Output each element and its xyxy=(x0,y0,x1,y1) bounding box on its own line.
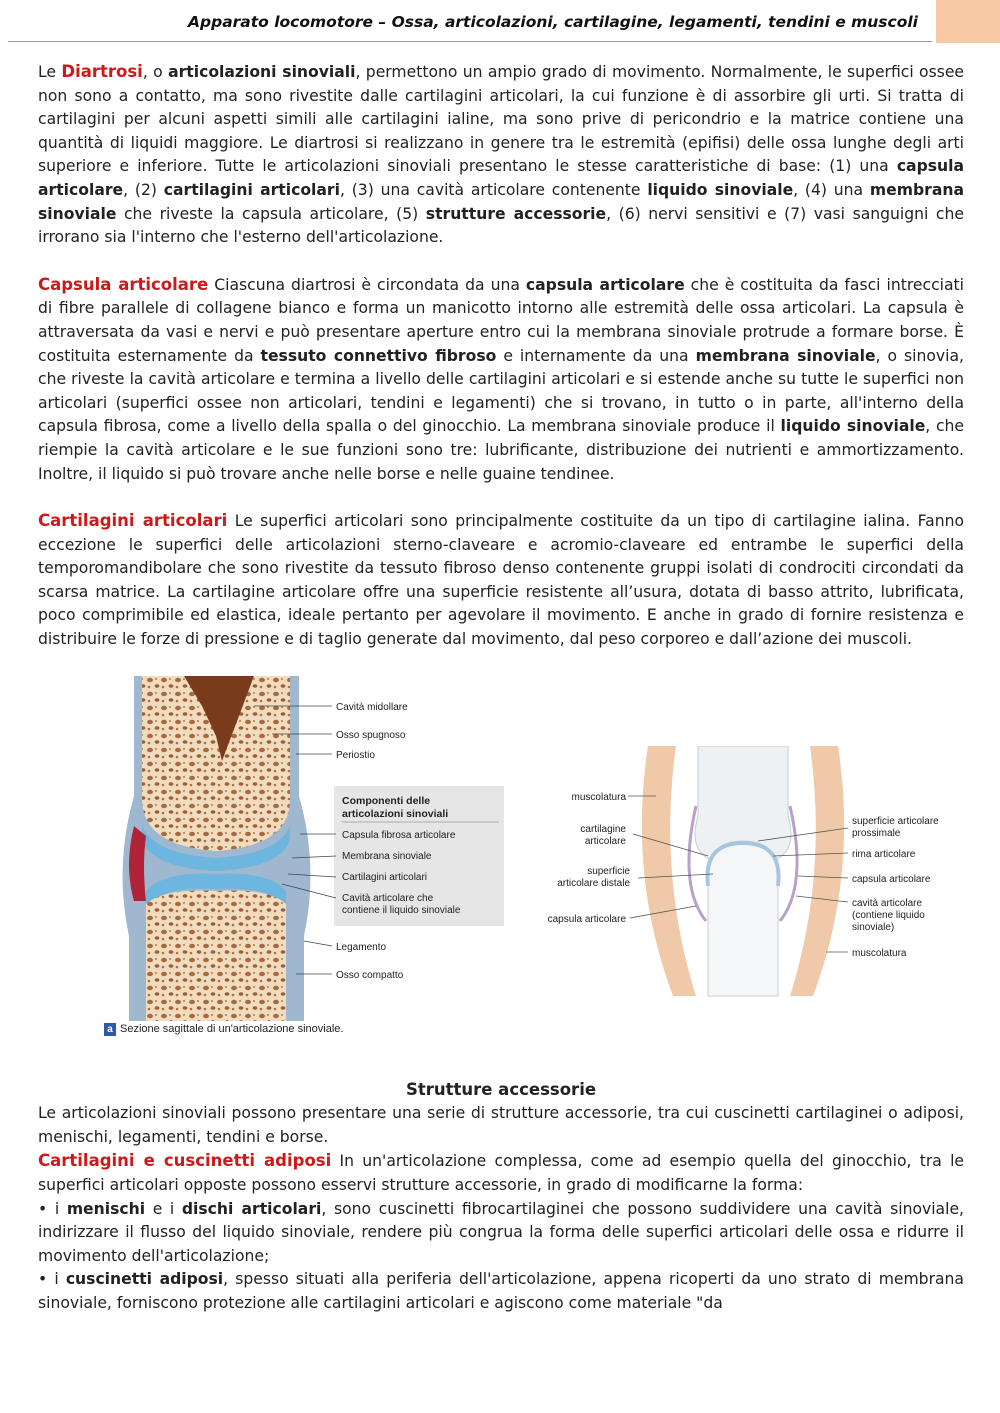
bold-term: dischi articolari xyxy=(181,1199,322,1218)
intro-paragraph xyxy=(38,60,964,250)
lower-bone-shape xyxy=(707,841,778,996)
bold-term: membrana sinoviale xyxy=(695,346,876,365)
figures-area xyxy=(38,668,964,1070)
text: , (6) nervi sensitivi e (7) vasi sanguigni che irrorano sia l'interno che l'esterno dell'articolazione. xyxy=(38,204,964,247)
label-legamento: Legamento xyxy=(336,941,387,953)
joint-schematic-figure xyxy=(508,746,968,1006)
label-muscolatura: muscolatura xyxy=(852,947,907,959)
components-box-title: Componenti delle xyxy=(342,794,431,807)
heading-cartilagini-articolari: Cartilagini articolari xyxy=(38,511,228,531)
text: Ciascuna diartrosi è circondata da una xyxy=(208,275,526,294)
bold-term: capsula articolare xyxy=(525,275,685,294)
text: Le superfici articolari sono principalmente costituite da un tipo di cartilagine ialina. Fanno eccezione le superfici delle articolazioni sterno-claveare e acromio-claveare ed entrambe le superfici della temporomandibolare che sono rivestite da tessuto fibroso denso contenente gruppi isolati di condrociti circondati da scarsa matrice. La cartilagine articolare offre una superficie resistente all’usura, dotata di basso attrito, lubrificata, poco comprimibile ed elastica, ideale pertanto per agevolare il movimento. E anche in grado di fornire resistenza e distribuire le forze di pressione e di taglio generate dal movimento, dal peso corporeo e dall’azione dei muscoli. xyxy=(38,512,965,649)
cuscinetti-paragraph xyxy=(38,1149,964,1197)
list-item xyxy=(38,1198,964,1269)
label-cavita-articolare: cavità articolare xyxy=(852,897,923,909)
term-diartrosi: Diartrosi xyxy=(61,62,143,81)
text: , sono cuscinetti fibrocartilaginei che possono suddividere una cavità sinoviale, indirizzare il flusso del liquido sinoviale, rendere più congrua la forma delle superfici articolari delle ossa e ridurre il movimento dell'articolazione; xyxy=(38,1199,964,1265)
figure-caption xyxy=(104,1018,343,1042)
label-cavita-articolare: (contiene liquido xyxy=(852,909,925,921)
page-header xyxy=(0,0,1000,44)
header-color-tab xyxy=(936,0,1000,43)
bold-term: liquido sinoviale xyxy=(780,417,926,436)
text: , (2) xyxy=(123,180,164,199)
label-cartilagini-articolari: Cartilagini articolari xyxy=(342,871,428,883)
label-superficie-prossimale: prossimale xyxy=(852,827,901,839)
caption-letter: a xyxy=(104,1023,116,1036)
caption-text: Sezione sagittale di un'articolazione sinoviale. xyxy=(120,1022,344,1035)
text: i xyxy=(54,1270,66,1289)
bold-term: tessuto connettivo fibroso xyxy=(260,346,497,365)
bullet-icon: • xyxy=(38,1199,48,1218)
label-membrana-sinoviale: Membrana sinoviale xyxy=(342,850,432,862)
text: In un'articolazione complessa, come ad esempio quella del ginocchio, tra le superfici articolari opposte possono esservi strutture accessorie, in grado di modificarne la forma: xyxy=(38,1152,965,1195)
text: , (3) una cavità articolare contenente xyxy=(339,180,648,199)
text: i xyxy=(54,1199,67,1218)
heading-cuscinetti-adiposi: Cartilagini e cuscinetti adiposi xyxy=(38,1151,332,1171)
bold-term: membrana sinoviale xyxy=(38,180,964,223)
text: , che riempie la cavità articolare e le sue funzioni sono tre: lubrificante, distribuzione dei nutrienti e ammortizzamento. Inoltre, il liquido si può trovare anche nelle borse e nelle guaine tendinee. xyxy=(38,417,965,483)
term-articolazioni-sinoviali: articolazioni sinoviali xyxy=(168,63,356,81)
header-title: Apparato locomotore – Ossa, articolazioni, cartilagine, legamenti, tendini e muscoli xyxy=(188,13,918,31)
label-superficie-distale: superficie xyxy=(587,865,630,877)
label-cartilagine-articolare: cartilagine xyxy=(580,823,626,835)
synovial-joint-section-figure xyxy=(104,676,504,1046)
capsula-paragraph xyxy=(38,273,964,486)
bullet-icon: • xyxy=(38,1270,48,1289)
bold-term: menischi xyxy=(66,1199,146,1218)
lower-bone-shape xyxy=(146,890,286,1020)
heading-capsula-articolare: Capsula articolare xyxy=(38,274,209,294)
text: che riveste la capsula articolare, (5) xyxy=(116,204,426,223)
label-osso-spugnoso: Osso spugnoso xyxy=(336,729,406,741)
label-cavita-midollare: Cavità midollare xyxy=(336,701,408,713)
bold-term: cartilagini articolari xyxy=(163,180,340,199)
text: , (4) una xyxy=(793,180,870,199)
cartilagini-paragraph xyxy=(38,509,964,652)
label-cavita-articolare: sinoviale) xyxy=(852,921,895,933)
text: , o sinovia, che riveste la cavità articolare e termina a livello delle cartilagini articolari e si estende anche su tutte le superfici non articolari (superfici ossee non articolari, tendini e legamenti) che si trovano, in tutto o in parte, all'interno della capsula fibrosa, come a livello della spalla o del ginocchio. La membrana sinoviale produce il xyxy=(38,346,965,436)
text: che è costituita da fasci intrecciati di fibre parallele di collagene bianco e forma un manicotto intorno alle estremità delle ossa articolari. La capsula è attraversata da vasi e nervi e può presentare aperture entro cui la membrana sinoviale protrude a formare borse. È costituita esternamente da xyxy=(38,275,964,365)
bold-term: cuscinetti adiposi xyxy=(65,1270,224,1289)
label-capsula-fibrosa: Capsula fibrosa articolare xyxy=(342,829,456,841)
text: , spesso situati alla periferia dell'articolazione, appena ricoperti da uno strato di membrana sinoviale, forniscono protezione alle cartilagini articolari e agiscono come materiale "da xyxy=(38,1270,964,1312)
label-superficie-distale: articolare distale xyxy=(557,877,630,889)
text: , permettono un ampio grado di movimento. Normalmente, le superfici ossee non sono a contatto, ma sono rivestite dalle cartilagini articolari, la cui funzione è di assorbire gli urti. Si tratta di cartilagini per alcuni aspetti simili alle cartilagini ialine, ma sono prive di pericondrio e la matrice contiene una quantità di liquidi maggiore. Le diartrosi si realizzano in genere tra le estremità (epifisi) delle ossa lunghe degli arti superiore e inferiore. Tutte le articolazioni sinoviali presentano le stesse caratteristiche di base: (1) una xyxy=(38,63,965,176)
components-box-title: articolazioni sinoviali xyxy=(342,807,449,820)
text: , o xyxy=(142,63,169,81)
strutture-paragraph: Le articolazioni sinoviali possono presentare una serie di strutture accessorie, tra cui cuscinetti cartilaginei o adiposi, menischi, legamenti, tendini e borse. xyxy=(38,1104,964,1146)
label-osso-compatto: Osso compatto xyxy=(336,969,404,981)
label-periostio: Periostio xyxy=(336,749,375,761)
label-cavita-articolare: Cavità articolare che xyxy=(342,892,434,904)
label-rima-articolare: rima articolare xyxy=(852,848,916,860)
text: e i xyxy=(145,1199,182,1218)
header-divider xyxy=(8,41,932,42)
bold-term: strutture accessorie xyxy=(425,204,607,223)
label-cartilagine-articolare: articolare xyxy=(584,835,626,847)
label-capsula-articolare: capsula articolare xyxy=(547,913,626,925)
text: e internamente da una xyxy=(496,346,696,365)
document-body xyxy=(38,60,964,1316)
text: Le xyxy=(38,63,62,81)
section-title-strutture-accessorie: Strutture accessorie xyxy=(405,1079,597,1099)
bold-term: capsula articolare xyxy=(38,157,964,199)
label-capsula-articolare: capsula articolare xyxy=(852,873,931,885)
label-muscolatura: muscolatura xyxy=(571,791,626,803)
label-superficie-prossimale: superficie articolare xyxy=(852,815,939,827)
bold-term: liquido sinoviale xyxy=(647,180,794,199)
label-cavita-articolare: contiene il liquido sinoviale xyxy=(342,904,461,916)
list-item xyxy=(38,1268,964,1315)
